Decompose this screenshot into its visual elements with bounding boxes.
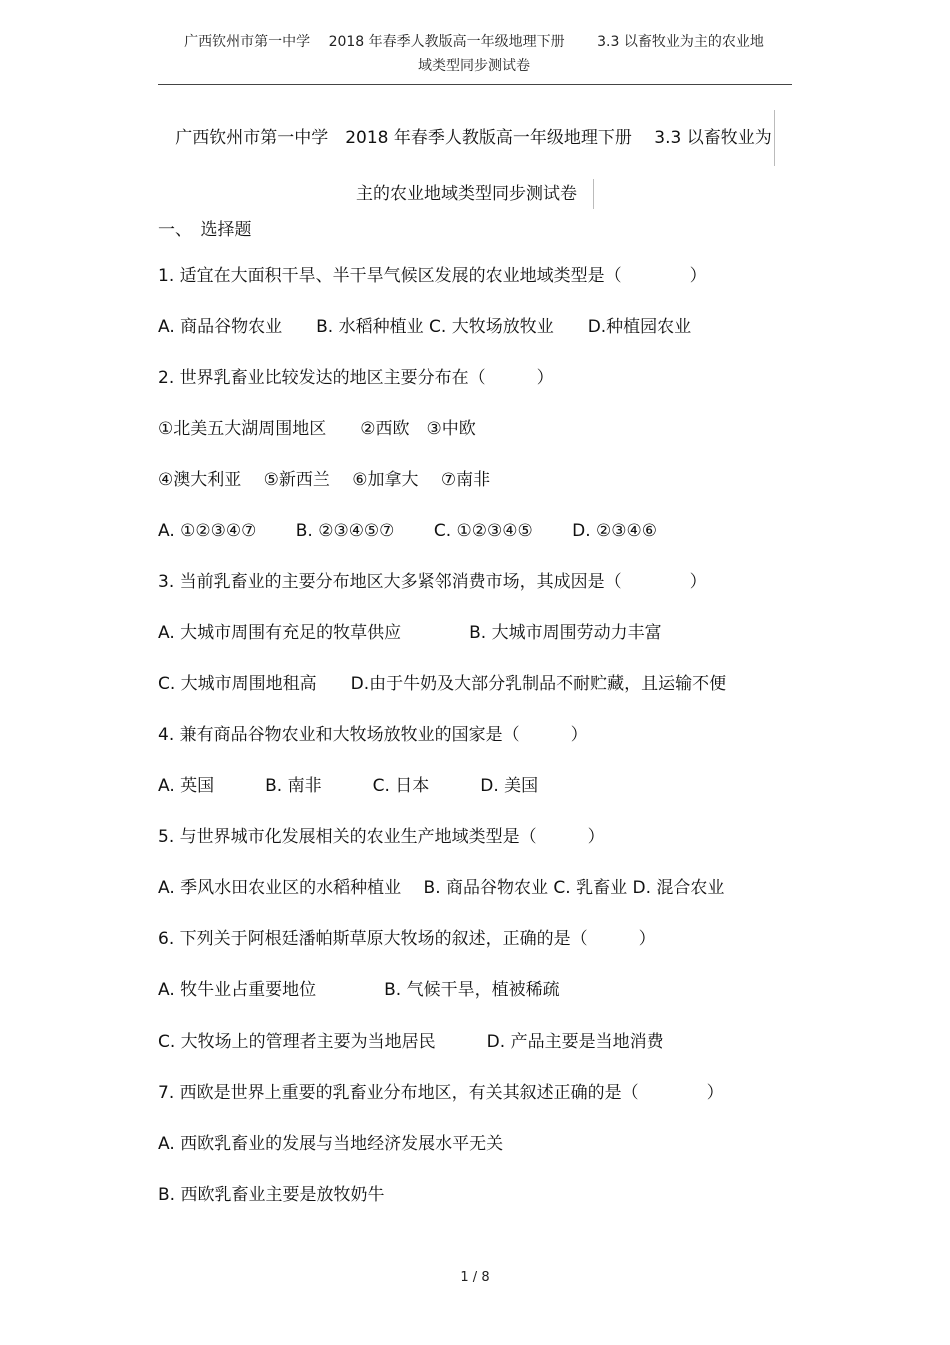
question-2-options: A. ①②③④⑦ B. ②③④⑤⑦ C. ①②③④⑤ D. ②③④⑥ [158,521,657,541]
question-3-options-cd: C. 大城市周围地租高 D.由于牛奶及大部分乳制品不耐贮藏，且运输不便 [158,674,727,694]
question-6: 6. 下列关于阿根廷潘帕斯草原大牧场的叙述，正确的是（ ） [158,929,656,949]
question-2-list-b: ④澳大利亚 ⑤新西兰 ⑥加拿大 ⑦南非 [158,470,491,490]
header-divider [158,84,792,85]
section-heading: 一、 选择题 [158,220,252,240]
question-3: 3. 当前乳畜业的主要分布地区大多紧邻消费市场，其成因是（ ） [158,572,707,592]
question-3-options-ab: A. 大城市周围有充足的牧草供应 B. 大城市周围劳动力丰富 [158,623,662,643]
running-header [158,30,790,78]
page-number: 1 / 8 [460,1270,490,1285]
question-5-options: A. 季风水田农业区的水稻种植业 B. 商品谷物农业 C. 乳畜业 D. 混合农业 [158,878,725,898]
document-title [158,110,792,222]
document-title-line2: 主的农业地域类型同步测试卷 [356,179,594,209]
question-5: 5. 与世界城市化发展相关的农业生产地域类型是（ ） [158,827,605,847]
question-4: 4. 兼有商品谷物农业和大牧场放牧业的国家是（ ） [158,725,588,745]
question-7: 7. 西欧是世界上重要的乳畜业分布地区，有关其叙述正确的是（ ） [158,1083,724,1103]
running-header-line1: 广西钦州市第一中学 2018 年春季人教版高一年级地理下册 3.3 以畜牧业为主的农业地 [184,34,764,50]
question-6-options-cd: C. 大牧场上的管理者主要为当地居民 D. 产品主要是当地消费 [158,1032,664,1052]
question-1: 1. 适宜在大面积干旱、半干旱气候区发展的农业地域类型是（ ） [158,266,707,286]
question-6-options-ab: A. 牧牛业占重要地位 B. 气候干旱，植被稀疏 [158,980,560,1000]
question-4-options: A. 英国 B. 南非 C. 日本 D. 美国 [158,776,539,796]
question-2: 2. 世界乳畜业比较发达的地区主要分布在（ ） [158,368,554,388]
running-header-line2: 域类型同步测试卷 [418,58,530,74]
document-title-line1: 广西钦州市第一中学 2018 年春季人教版高一年级地理下册 3.3 以畜牧业为 [175,110,775,166]
question-1-options: A. 商品谷物农业 B. 水稻种植业 C. 大牧场放牧业 D.种植园农业 [158,317,692,337]
question-7-option-a: A. 西欧乳畜业的发展与当地经济发展水平无关 [158,1134,504,1154]
question-7-option-b: B. 西欧乳畜业主要是放牧奶牛 [158,1185,385,1205]
question-2-list-a: ①北美五大湖周围地区 ②西欧 ③中欧 [158,419,476,439]
